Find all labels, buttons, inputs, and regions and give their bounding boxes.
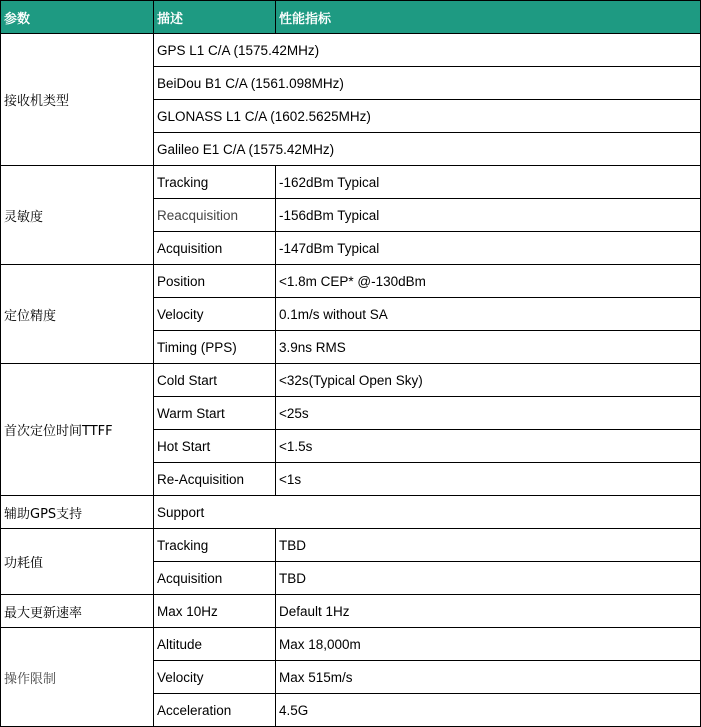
spec-cell: <1.8m CEP* @-130dBm	[276, 265, 701, 298]
spec-cell: <1.5s	[276, 430, 701, 463]
header-desc: 描述	[154, 1, 276, 34]
table-row	[1, 166, 701, 199]
param-sensitivity: 灵敏度	[1, 166, 154, 265]
spec-cell: 4.5G	[276, 694, 701, 727]
desc-cell: Velocity	[154, 661, 276, 694]
desc-cell: Re-Acquisition	[154, 463, 276, 496]
desc-cell: Acceleration	[154, 694, 276, 727]
param-power: 功耗值	[1, 529, 154, 595]
desc-cell: Reacquisition	[154, 199, 276, 232]
desc-cell: Acquisition	[154, 562, 276, 595]
table-row	[1, 265, 701, 298]
spec-cell: <32s(Typical Open Sky)	[276, 364, 701, 397]
table-row	[1, 529, 701, 562]
spec-cell: -147dBm Typical	[276, 232, 701, 265]
param-update-rate: 最大更新速率	[1, 595, 154, 628]
receiver-item: BeiDou B1 C/A (1561.098MHz)	[154, 67, 701, 100]
header-row	[1, 1, 701, 34]
param-receiver-type: 接收机类型	[1, 34, 154, 166]
spec-cell: -156dBm Typical	[276, 199, 701, 232]
agps-value: Support	[154, 496, 701, 529]
desc-cell: Position	[154, 265, 276, 298]
param-agps: 辅助GPS支持	[1, 496, 154, 529]
desc-cell: Acquisition	[154, 232, 276, 265]
desc-cell: Warm Start	[154, 397, 276, 430]
param-limits: 操作限制	[1, 628, 154, 727]
desc-cell: Altitude	[154, 628, 276, 661]
table-row	[1, 628, 701, 661]
desc-cell: Cold Start	[154, 364, 276, 397]
table-row	[1, 595, 701, 628]
desc-cell: Tracking	[154, 529, 276, 562]
desc-cell: Hot Start	[154, 430, 276, 463]
header-param: 参数	[1, 1, 154, 34]
table-row	[1, 34, 701, 67]
spec-cell: Max 18,000m	[276, 628, 701, 661]
table-row	[1, 496, 701, 529]
receiver-item: Galileo E1 C/A (1575.42MHz)	[154, 133, 701, 166]
receiver-item: GPS L1 C/A (1575.42MHz)	[154, 34, 701, 67]
desc-cell: Max 10Hz	[154, 595, 276, 628]
receiver-item: GLONASS L1 C/A (1602.5625MHz)	[154, 100, 701, 133]
spec-cell: Max 515m/s	[276, 661, 701, 694]
param-accuracy: 定位精度	[1, 265, 154, 364]
spec-cell: 0.1m/s without SA	[276, 298, 701, 331]
table-row	[1, 364, 701, 397]
spec-cell: Default 1Hz	[276, 595, 701, 628]
desc-cell: Timing (PPS)	[154, 331, 276, 364]
spec-cell: TBD	[276, 562, 701, 595]
param-ttff: 首次定位时间TTFF	[1, 364, 154, 496]
desc-cell: Tracking	[154, 166, 276, 199]
header-spec: 性能指标	[276, 1, 701, 34]
spec-cell: <1s	[276, 463, 701, 496]
spec-cell: -162dBm Typical	[276, 166, 701, 199]
desc-cell: Velocity	[154, 298, 276, 331]
spec-cell: <25s	[276, 397, 701, 430]
spec-cell: TBD	[276, 529, 701, 562]
spec-cell: 3.9ns RMS	[276, 331, 701, 364]
